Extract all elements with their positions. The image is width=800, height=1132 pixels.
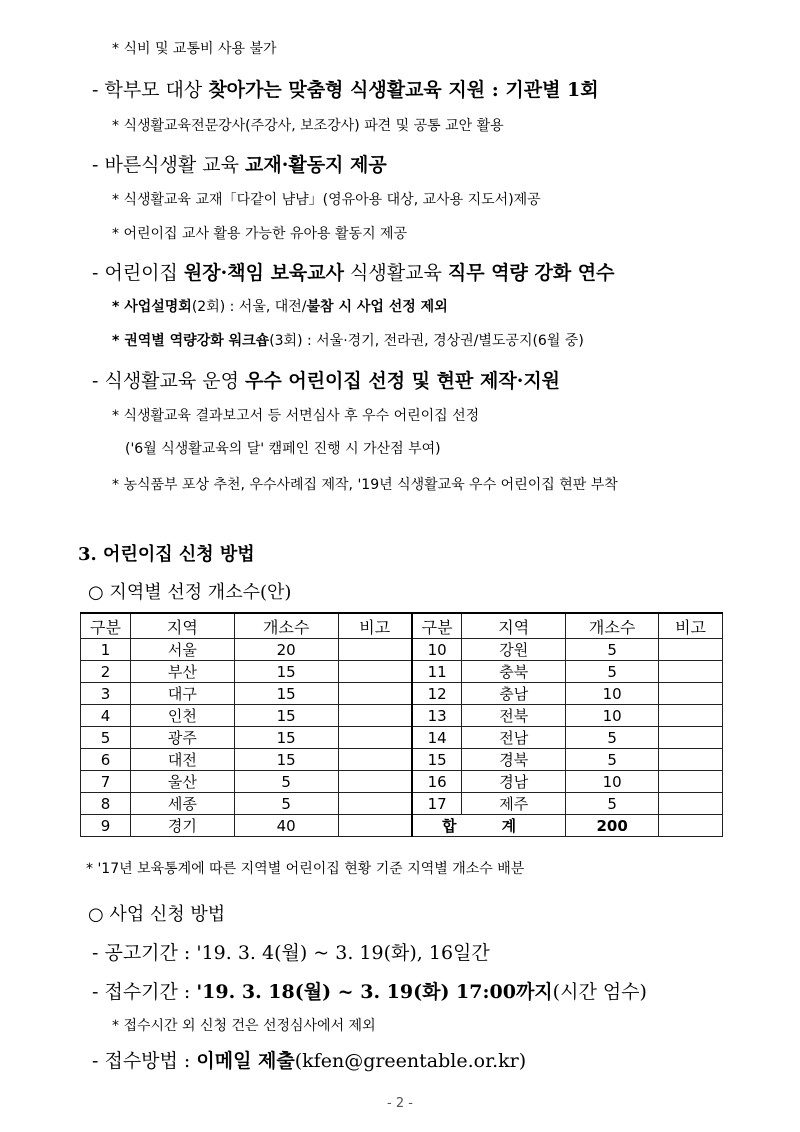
item-excellent: - 식생활교육 운영 우수 어린이집 선정 및 현판 제작·지원 [92,370,561,392]
table-cell [338,815,412,837]
table-cell: 울산 [130,771,234,793]
table-cell: 대구 [130,683,234,705]
table-row-total [81,815,723,837]
note-select-2: ('6월 식생활교육의 달' 캠페인 진행 시 가산점 부여) [125,441,441,457]
region-table [80,612,723,837]
item-parent-education: - 학부모 대상 찾아가는 맞춤형 식생활교육 지원 : 기관별 1회 [92,79,599,101]
table-cell: 15 [234,683,338,705]
total-label: 합 계 [412,815,566,837]
receipt-method: - 접수방법 : 이메일 제출(kfen@greentable.or.kr) [92,1050,527,1072]
table-header: 구분 [412,613,462,639]
table-cell: 2 [81,661,131,683]
table-cell: 15 [234,749,338,771]
table-cell: 5 [566,727,659,749]
table-cell: 9 [81,815,131,837]
table-cell: 경북 [462,749,566,771]
table-cell: 세종 [130,793,234,815]
table-cell: 5 [566,793,659,815]
item-training: - 어린이집 원장·책임 보육교사 식생활교육 직무 역량 강화 연수 [92,262,615,284]
table-cell [659,705,723,727]
table-cell [659,749,723,771]
table-row [81,727,723,749]
table-cell: 5 [566,639,659,661]
table-cell [659,771,723,793]
table-cell: 17 [412,793,462,815]
table-row [81,683,723,705]
note-select: * 식생활교육 결과보고서 등 서면심사 후 우수 어린이집 선정 [112,408,480,424]
table-cell: 40 [234,815,338,837]
table-cell: 광주 [130,727,234,749]
table-cell: 전북 [462,705,566,727]
table-cell: 5 [566,661,659,683]
receipt-period: - 접수기간 : '19. 3. 18(월) ~ 3. 19(화) 17:00까지(시간 엄수) [92,981,647,1003]
table-cell: 13 [412,705,462,727]
table-cell: 16 [412,771,462,793]
table-header: 지역 [130,613,234,639]
table-cell: 5 [566,749,659,771]
table-cell [659,661,723,683]
table-cell: 14 [412,727,462,749]
table-cell [659,793,723,815]
table-cell: 5 [234,793,338,815]
table-cell: 서울 [130,639,234,661]
table-cell: 15 [412,749,462,771]
table-footnote: * '17년 보육통계에 따른 지역별 어린이집 현황 기준 지역별 개소수 배분 [86,861,525,877]
table-cell: 8 [81,793,131,815]
subsection-region-count: ○ 지역별 선정 개소수(안) [88,582,292,603]
table-cell [338,639,412,661]
table-cell: 부산 [130,661,234,683]
page-number: - 2 - [387,1096,413,1111]
section-heading: 3. 어린이집 신청 방법 [78,544,255,565]
receipt-note: * 접수시간 외 신청 건은 선정심사에서 제외 [112,1018,376,1034]
table-row [81,639,723,661]
table-cell [338,661,412,683]
table-row [81,705,723,727]
table-cell [338,749,412,771]
table-cell: 인천 [130,705,234,727]
table-header: 개소수 [566,613,659,639]
note-worksheet: * 어린이집 교사 활용 가능한 유아용 활동지 제공 [112,226,408,242]
table-cell: 제주 [462,793,566,815]
table-cell: 15 [234,705,338,727]
table-cell: 충남 [462,683,566,705]
subsection-apply: ○ 사업 신청 방법 [88,904,226,925]
table-cell: 12 [412,683,462,705]
table-header: 지역 [462,613,566,639]
table-header: 비고 [659,613,723,639]
table-cell: 15 [234,661,338,683]
table-cell: 대전 [130,749,234,771]
note-lecturer: * 식생활교육전문강사(주강사, 보조강사) 파견 및 공통 교안 활용 [112,118,504,134]
table-cell: 5 [81,727,131,749]
table-cell: 3 [81,683,131,705]
table-cell: 5 [234,771,338,793]
table-cell [659,815,723,837]
table-cell [338,793,412,815]
table-row [81,749,723,771]
table-cell: 10 [412,639,462,661]
note-award: * 농식품부 포상 추천, 우수사례집 제작, '19년 식생활교육 우수 어린이집 현판 부착 [112,477,618,493]
note-textbook: * 식생활교육 교재「다같이 냠냠」(영유아용 대상, 교사용 지도서)제공 [112,192,541,208]
table-cell: 10 [566,705,659,727]
table-cell [338,727,412,749]
table-cell: 10 [566,771,659,793]
note-meal: * 식비 및 교통비 사용 불가 [112,41,277,57]
table-cell: 경남 [462,771,566,793]
table-cell [338,771,412,793]
table-cell: 경기 [130,815,234,837]
table-cell: 강원 [462,639,566,661]
table-cell: 6 [81,749,131,771]
table-row [81,793,723,815]
total-value: 200 [566,815,659,837]
table-cell: 1 [81,639,131,661]
note-briefing: * 사업설명회(2회) : 서울, 대전/불참 시 사업 선정 제외 [112,299,448,315]
table-header-row [81,613,723,639]
table-header: 구분 [81,613,131,639]
table-header: 개소수 [234,613,338,639]
table-cell [659,727,723,749]
table-cell: 4 [81,705,131,727]
item-textbook: - 바른식생활 교육 교재·활동지 제공 [92,154,387,176]
table-row [81,661,723,683]
table-cell: 10 [566,683,659,705]
table-row [81,771,723,793]
table-cell: 11 [412,661,462,683]
table-cell [659,683,723,705]
notice-period: - 공고기간 : '19. 3. 4(월) ~ 3. 19(화), 16일간 [92,942,490,964]
table-cell: 7 [81,771,131,793]
table-cell: 15 [234,727,338,749]
table-cell [659,639,723,661]
table-body [81,639,723,815]
table-cell: 20 [234,639,338,661]
note-workshop: * 권역별 역량강화 워크숍(3회) : 서울·경기, 전라권, 경상권/별도공지(6월 중) [112,333,584,349]
table-cell: 전남 [462,727,566,749]
table-cell [338,683,412,705]
table-cell [338,705,412,727]
table-cell: 충북 [462,661,566,683]
table-header: 비고 [338,613,412,639]
